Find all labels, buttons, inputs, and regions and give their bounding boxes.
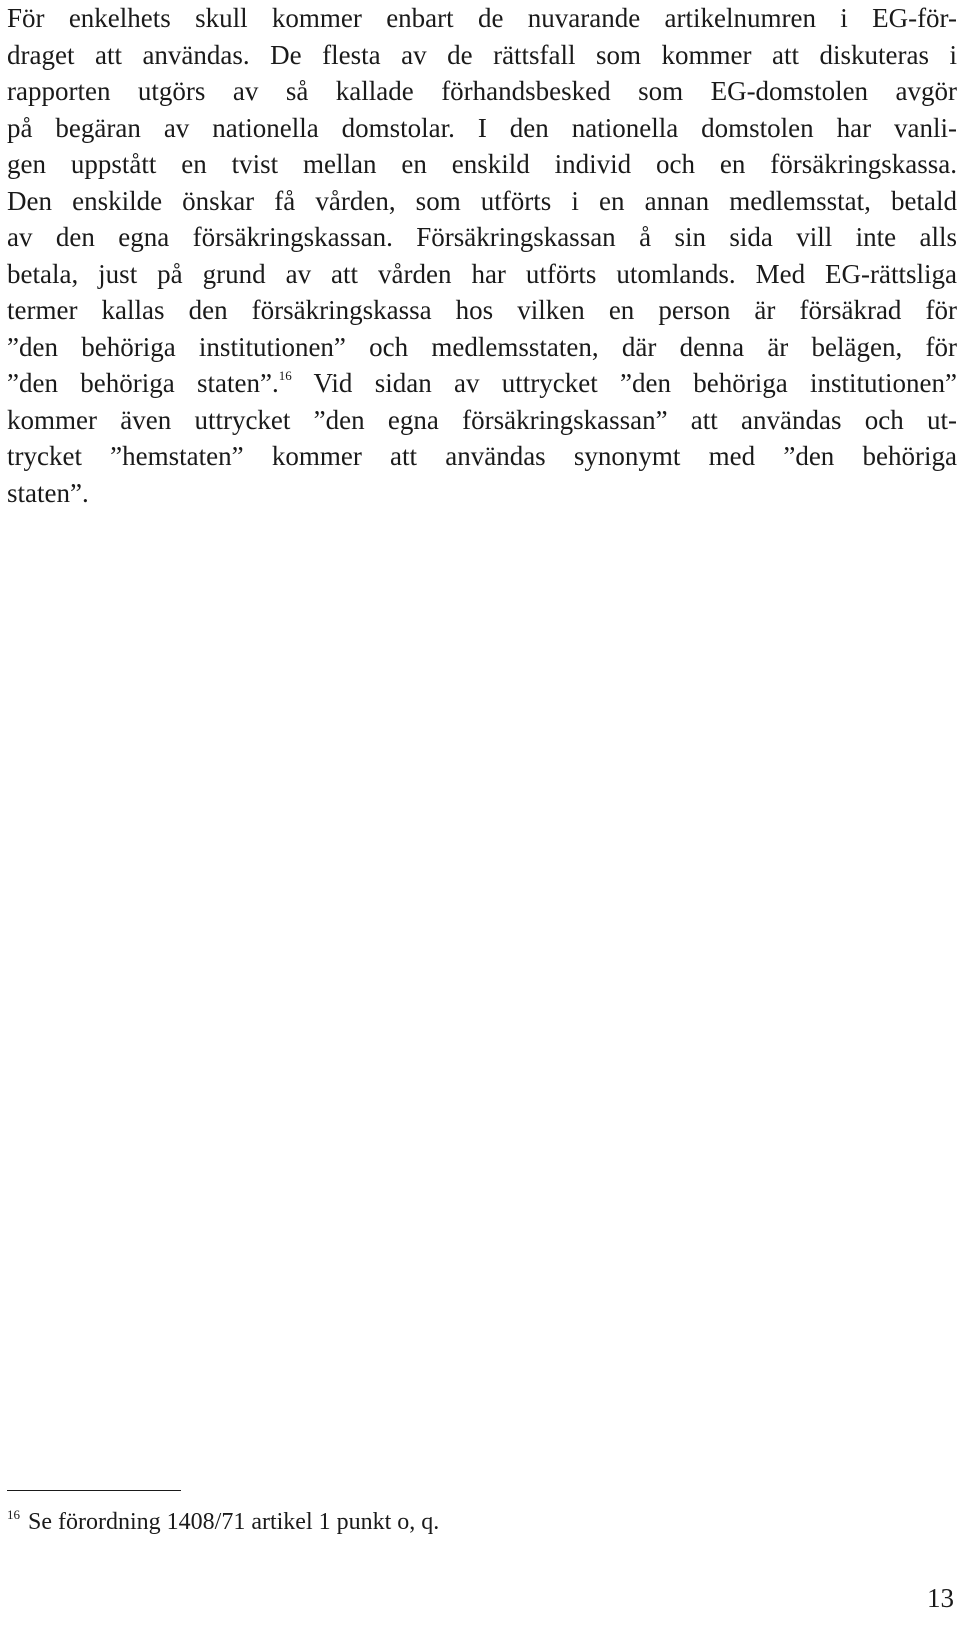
footnote-text: Se förordning 1408/71 artikel 1 punkt o, q. [28, 1509, 440, 1535]
footnote [7, 1500, 439, 1537]
text-line: på begäran av nationella domstolar. I den nationella domstolen har vanli- [7, 112, 957, 143]
text-line: trycket ”hemstaten” kommer att användas synonymt med ”den behöriga [7, 441, 957, 471]
text-line: staten”. [7, 477, 89, 508]
text-line: För enkelhets skull kommer enbart de nuvarande artikelnumren i EG-för- [7, 3, 957, 33]
text-line: kommer även uttrycket ”den egna försäkringskassan” att användas och ut- [7, 404, 957, 435]
text-line: termer kallas den försäkringskassa hos vilken en person är försäkrad för [7, 295, 957, 325]
text-line: betala, just på grund av att vården har utförts utomlands. Med EG-rättsliga [7, 258, 957, 289]
text-line: Den enskilde önskar få vården, som utförts i en annan medlemsstat, betald [7, 185, 957, 216]
text-line: rapporten utgörs av så kallade förhandsbesked som EG-domstolen avgör [7, 76, 957, 106]
footnote-reference: 16 [278, 368, 292, 383]
text-line-with-footnote-ref [7, 365, 957, 402]
text-line: draget att användas. De flesta av de rättsfall som kommer att diskuteras i [7, 39, 957, 70]
footnote-divider [7, 1490, 181, 1491]
text-line: av den egna försäkringskassan. Försäkringskassan å sin sida vill inte alls [7, 222, 957, 252]
text-line: gen uppstått en tvist mellan en enskild individ och en försäkringskassa. [7, 149, 957, 179]
body-paragraph [7, 0, 957, 511]
text-segment: Vid sidan av uttrycket ”den behöriga institutionen” [291, 368, 958, 398]
footnote-number: 16 [7, 1507, 20, 1522]
page-number: 13 [927, 1583, 954, 1613]
text-line: ”den behöriga institutionen” och medlemsstaten, där denna är belägen, för [7, 331, 957, 362]
text-segment: ”den behöriga staten”. [7, 368, 279, 398]
